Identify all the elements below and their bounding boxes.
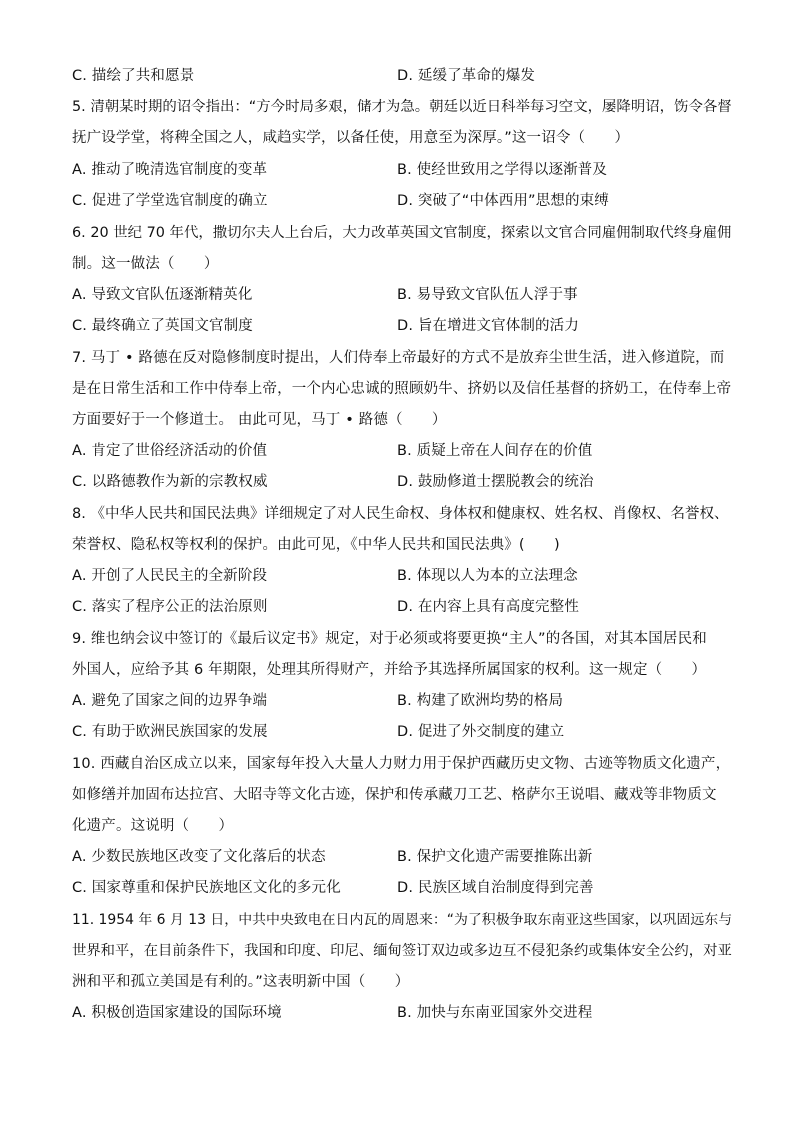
q5-stem-line-1: 5. 清朝某时期的诏令指出：“方今时局多艰，储才为急。朝廷以近日科举每习空文，屡降明诏，饬令各督 <box>72 99 732 115</box>
q10-option-c[interactable]: C. 国家尊重和保护民族地区文化的多元化 <box>72 880 341 896</box>
q5-options-row-cd <box>72 192 732 210</box>
q9-stem-line-2: 外国人，应给予其 6 年期限，处理其所得财产，并给予其选择所属国家的权利。这一规定（ ） <box>72 662 707 678</box>
q10-stem-line-2: 如修缮并加固布达拉宫、大昭寺等文化古迹，保护和传承藏刀工艺、格萨尔王说唱、藏戏等非物质文 <box>72 787 717 803</box>
q10-option-a[interactable]: A. 少数民族地区改变了文化落后的状态 <box>72 849 326 865</box>
q10-options-row-ab <box>72 848 732 866</box>
q7-option-d[interactable]: D. 鼓励修道士摆脱教会的统治 <box>397 474 594 490</box>
q4-option-d[interactable]: D. 延缓了革命的爆发 <box>397 68 536 84</box>
q6-options-row-ab <box>72 286 732 304</box>
q7-option-b[interactable]: B. 质疑上帝在人间存在的价值 <box>397 443 593 459</box>
q7-options-row-cd <box>72 473 732 491</box>
q7-stem-line-1: 7. 马丁 • 路德在反对隐修制度时提出，人们侍奉上帝最好的方式不是放弃尘世生活，进入修道院，而 <box>72 350 725 366</box>
q4-option-c[interactable]: C. 描绘了共和愿景 <box>72 68 195 84</box>
q8-options-row-ab <box>72 567 732 585</box>
q7-options-row-ab <box>72 442 732 460</box>
q7-option-c[interactable]: C. 以路德教作为新的宗教权威 <box>72 474 268 490</box>
q7-stem-line-3: 方面要好于一个修道士。 由此可见，马丁 • 路德（ ） <box>72 412 447 428</box>
q11-stem-line-3: 洲和平和孤立美国是有利的。”这表明新中国（ ） <box>72 974 410 990</box>
q8-option-d[interactable]: D. 在内容上具有高度完整性 <box>397 599 579 615</box>
q9-option-a[interactable]: A. 避免了国家之间的边界争端 <box>72 693 268 709</box>
q11-stem-line-2: 世界和平，在目前条件下，我国和印度、印尼、缅甸签订双边或多边互不侵犯条约或集体安全公约，对亚 <box>72 943 732 959</box>
q6-option-a[interactable]: A. 导致文官队伍逐渐精英化 <box>72 287 253 303</box>
q8-option-c[interactable]: C. 落实了程序公正的法治原则 <box>72 599 268 615</box>
q6-option-c[interactable]: C. 最终确立了英国文官制度 <box>72 318 253 334</box>
q9-stem-line-1: 9. 维也纳会议中签订的《最后议定书》规定，对于必须或将要更换“主人”的各国，对其本国居民和 <box>72 631 707 647</box>
q5-option-c[interactable]: C. 促进了学堂选官制度的确立 <box>72 193 268 209</box>
q6-stem-line-2: 制。这一做法（ ） <box>72 256 219 272</box>
q4-options-row-cd <box>72 67 732 85</box>
q10-options-row-cd <box>72 879 732 897</box>
q5-option-d[interactable]: D. 突破了“中体西用”思想的束缚 <box>397 193 609 209</box>
q8-stem-line-1: 8. 《中华人民共和国民法典》详细规定了对人民生命权、身体权和健康权、姓名权、肖像权、名誉权、 <box>72 506 729 522</box>
q9-option-b[interactable]: B. 构建了欧洲均势的格局 <box>397 693 564 709</box>
q5-options-row-ab <box>72 161 732 179</box>
q10-option-d[interactable]: D. 民族区域自治制度得到完善 <box>397 880 594 896</box>
q6-option-b[interactable]: B. 易导致文官队伍人浮于事 <box>397 287 578 303</box>
q5-option-b[interactable]: B. 使经世致用之学得以逐渐普及 <box>397 162 608 178</box>
q7-option-a[interactable]: A. 肯定了世俗经济活动的价值 <box>72 443 268 459</box>
q5-stem-line-2: 抚广设学堂，将稗全国之人，咸趋实学，以备任使，用意至为深厚。”这一诏令（ ） <box>72 130 630 146</box>
q11-stem-line-1: 11. 1954 年 6 月 13 日，中共中央致电在日内瓦的周恩来：“为了积极争取东南亚这些国家，以巩固远东与 <box>72 912 733 928</box>
q5-option-a[interactable]: A. 推动了晚清选官制度的变革 <box>72 162 268 178</box>
q9-options-row-cd <box>72 723 732 741</box>
q10-option-b[interactable]: B. 保护文化遗产需要推陈出新 <box>397 849 593 865</box>
q10-stem-line-3: 化遗产。这说明（ ） <box>72 818 234 834</box>
q8-options-row-cd <box>72 598 732 616</box>
q10-stem-line-1: 10. 西藏自治区成立以来，国家每年投入大量人力财力用于保护西藏历史文物、古迹等物质文化遗产， <box>72 756 731 772</box>
q9-options-row-ab <box>72 692 732 710</box>
q6-stem-line-1: 6. 20 世纪 70 年代，撒切尔夫人上台后，大力改革英国文官制度，探索以文官合同雇佣制取代终身雇佣 <box>72 225 732 241</box>
q7-stem-line-2: 是在日常生活和工作中侍奉上帝，一个内心忠诚的照顾奶牛、挤奶以及信任基督的挤奶工，在侍奉上帝 <box>72 381 732 397</box>
q6-option-d[interactable]: D. 旨在增进文官体制的活力 <box>397 318 579 334</box>
q11-option-b[interactable]: B. 加快与东南亚国家外交进程 <box>397 1005 593 1021</box>
q8-option-b[interactable]: B. 体现以人为本的立法理念 <box>397 568 578 584</box>
q11-options-row-ab <box>72 1004 732 1022</box>
q9-option-c[interactable]: C. 有助于欧洲民族国家的发展 <box>72 724 268 740</box>
q11-option-a[interactable]: A. 积极创造国家建设的国际环境 <box>72 1005 282 1021</box>
q9-option-d[interactable]: D. 促进了外交制度的建立 <box>397 724 565 740</box>
q8-option-a[interactable]: A. 开创了人民民主的全新阶段 <box>72 568 268 584</box>
q8-stem-line-2: 荣誉权、隐私权等权利的保护。由此可见，《中华人民共和国民法典》( ) <box>72 537 560 553</box>
q6-options-row-cd <box>72 317 732 335</box>
